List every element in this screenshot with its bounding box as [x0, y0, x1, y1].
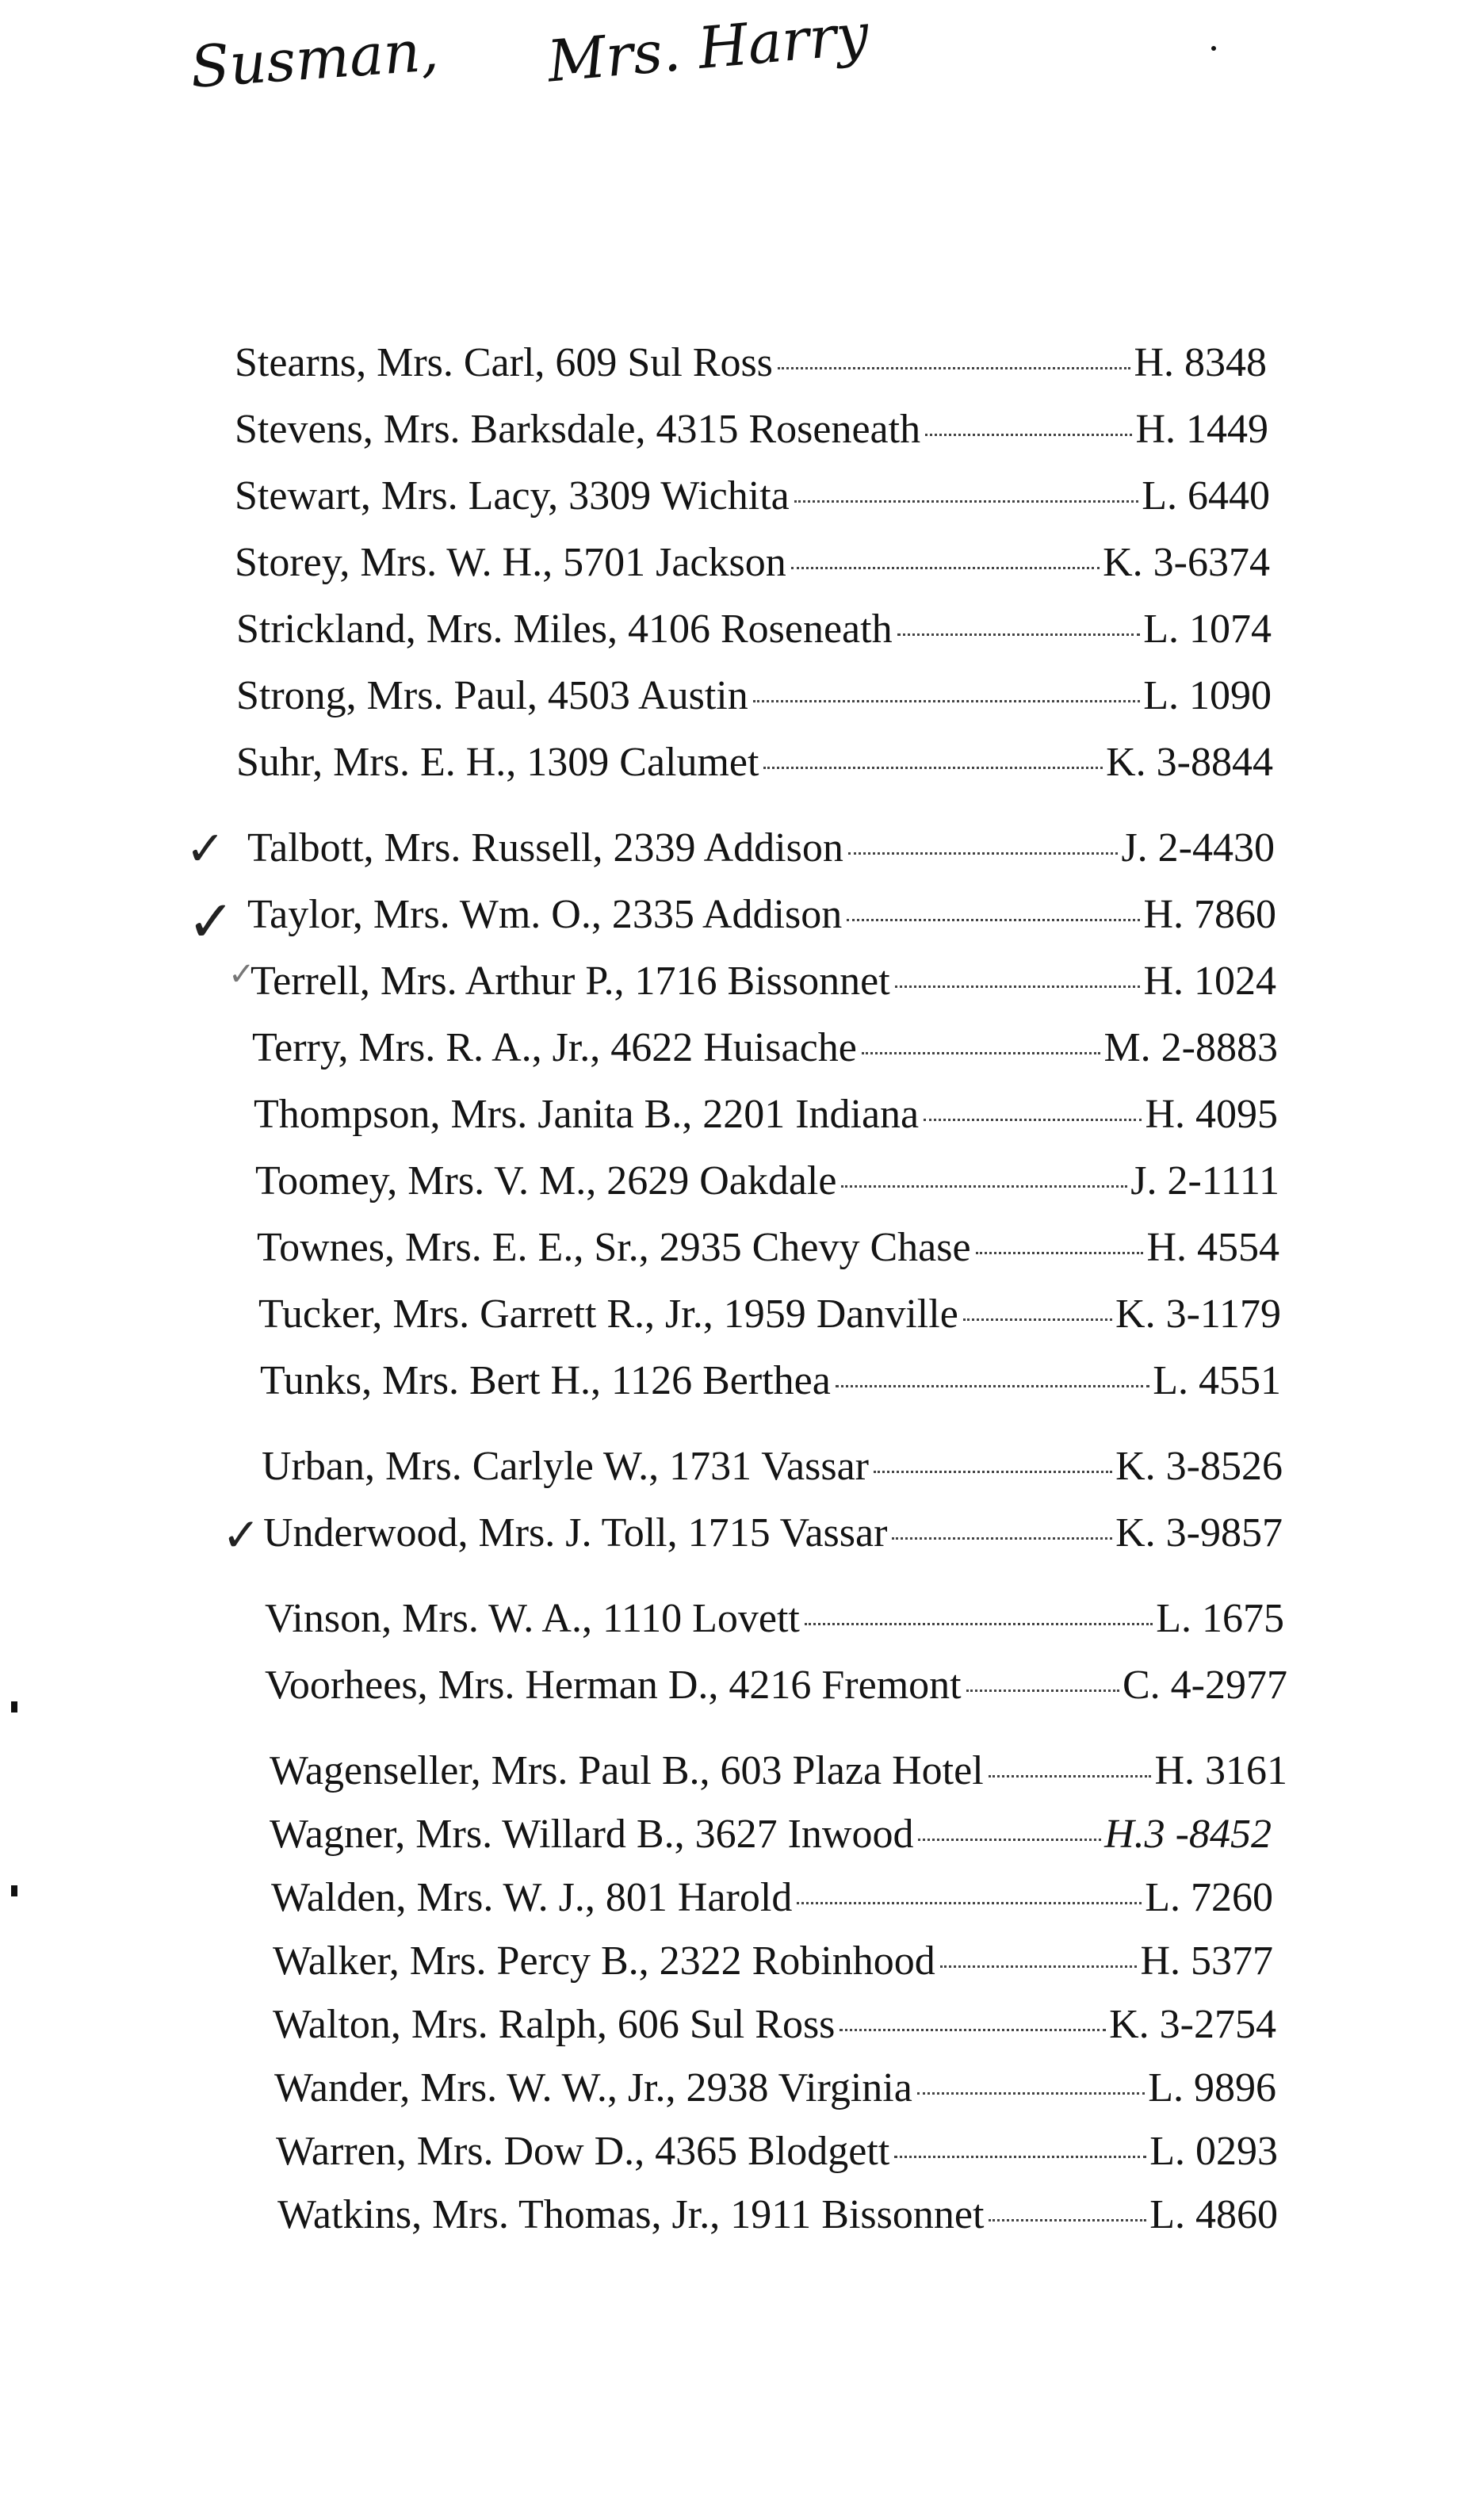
entry-name: Stevens, Mrs. Barksdale, 4315 Roseneath — [235, 407, 921, 452]
entry-name: Strickland, Mrs. Miles, 4106 Roseneath — [236, 607, 893, 652]
entry-name: Taylor, Mrs. Wm. O., 2335 Addison — [247, 892, 843, 937]
entry-name: Terrell, Mrs. Arthur P., 1716 Bissonnet — [251, 959, 890, 1004]
list-item — [251, 958, 1276, 1005]
list-item — [254, 1091, 1278, 1138]
entry-name: Voorhees, Mrs. Herman D., 4216 Fremont — [265, 1663, 962, 1708]
entry-name: Tucker, Mrs. Garrett R., Jr., 1959 Danville — [258, 1292, 958, 1337]
entry-phone: L. 1090 — [1143, 673, 1272, 718]
dot-leader — [794, 500, 1138, 503]
list-item — [262, 1443, 1283, 1490]
entry-name: Underwood, Mrs. J. Toll, 1715 Vassar — [263, 1510, 888, 1556]
list-item — [235, 339, 1267, 386]
dot-leader — [917, 2092, 1145, 2095]
list-item — [247, 891, 1276, 938]
entry-name: Terry, Mrs. R. A., Jr., 4622 Huisache — [252, 1025, 857, 1070]
entry-phone: J. 2-4430 — [1121, 825, 1275, 871]
dot-leader — [874, 1471, 1112, 1473]
dot-leader — [897, 633, 1141, 636]
dot-leader — [989, 1775, 1152, 1778]
list-item — [236, 672, 1272, 719]
dot-leader — [840, 2029, 1106, 2031]
entry-phone: L. 0293 — [1149, 2129, 1278, 2174]
dot-leader — [966, 1690, 1119, 1692]
entry-name: Watkins, Mrs. Thomas, Jr., 1911 Bissonnet — [277, 2192, 985, 2237]
entry-name: Suhr, Mrs. E. H., 1309 Calumet — [236, 740, 759, 785]
dot-leader — [791, 567, 1100, 569]
entry-name: Stewart, Mrs. Lacy, 3309 Wichita — [235, 473, 790, 519]
list-item — [258, 1291, 1281, 1337]
dot-leader — [940, 1965, 1138, 1968]
entry-name: Walden, Mrs. W. J., 801 Harold — [271, 1875, 793, 1920]
entry-phone: L. 6440 — [1142, 473, 1270, 519]
checkmark-icon: ✓ — [228, 956, 255, 993]
dot-leader — [963, 1318, 1112, 1321]
entry-phone: L. 1675 — [1156, 1596, 1284, 1641]
dot-leader — [847, 919, 1140, 921]
list-item — [265, 1595, 1284, 1642]
entry-name: Vinson, Mrs. W. A., 1110 Lovett — [265, 1596, 800, 1641]
list-item — [277, 2191, 1278, 2238]
entry-name: Talbott, Mrs. Russell, 2339 Addison — [247, 825, 843, 871]
entry-name: Urban, Mrs. Carlyle W., 1731 Vassar — [262, 1444, 869, 1489]
list-item — [236, 606, 1272, 652]
dot-leader — [862, 1052, 1101, 1054]
entry-name: Wander, Mrs. W. W., Jr., 2938 Virginia — [274, 2065, 912, 2110]
dot-leader — [763, 767, 1103, 769]
dot-leader — [924, 1119, 1142, 1121]
dot-leader — [805, 1623, 1153, 1625]
entry-phone: H. 5377 — [1140, 1938, 1273, 1984]
list-item — [235, 473, 1270, 519]
list-item — [252, 1024, 1278, 1071]
entry-name: Toomey, Mrs. V. M., 2629 Oakdale — [255, 1158, 837, 1204]
list-item — [257, 1224, 1279, 1271]
entry-name: Tunks, Mrs. Bert H., 1126 Berthea — [260, 1358, 831, 1403]
entry-name: Walton, Mrs. Ralph, 606 Sul Ross — [273, 2002, 836, 2047]
dot-leader — [894, 2156, 1146, 2158]
list-item — [274, 2065, 1276, 2111]
entry-phone: H. 4554 — [1146, 1225, 1279, 1270]
entry-phone: K. 3-1179 — [1115, 1292, 1281, 1337]
entry-phone: H.3 -8452 — [1104, 1812, 1272, 1857]
list-item — [263, 1510, 1283, 1556]
ink-speck — [1211, 46, 1216, 51]
entry-name: Stearns, Mrs. Carl, 609 Sul Ross — [235, 340, 773, 385]
list-item — [235, 406, 1268, 453]
entry-phone: H. 4095 — [1145, 1092, 1278, 1137]
dot-leader — [836, 1385, 1149, 1387]
entry-phone: L. 4860 — [1149, 2192, 1278, 2237]
margin-mark — [11, 1701, 17, 1712]
entry-phone: L. 9896 — [1148, 2065, 1276, 2110]
list-item — [270, 1811, 1272, 1858]
dot-leader — [892, 1537, 1112, 1540]
dot-leader — [925, 434, 1132, 436]
dot-leader — [895, 985, 1141, 988]
dot-leader — [976, 1252, 1144, 1254]
entry-name: Thompson, Mrs. Janita B., 2201 Indiana — [254, 1092, 920, 1137]
list-item — [273, 1938, 1273, 1984]
list-item — [265, 1662, 1287, 1709]
dot-leader — [797, 1902, 1142, 1904]
list-item — [236, 739, 1273, 786]
entry-name: Townes, Mrs. E. E., Sr., 2935 Chevy Chase — [257, 1225, 971, 1270]
entry-name: Storey, Mrs. W. H., 5701 Jackson — [235, 540, 786, 585]
list-item — [260, 1357, 1281, 1404]
dot-leader — [989, 2219, 1146, 2221]
list-item — [270, 1747, 1287, 1794]
entry-phone: H. 1024 — [1143, 959, 1276, 1004]
list-item — [255, 1158, 1279, 1204]
entry-phone: K. 3-8526 — [1115, 1444, 1283, 1489]
checkmark-icon: ✓ — [187, 888, 235, 955]
list-item — [271, 1874, 1273, 1921]
entry-name: Strong, Mrs. Paul, 4503 Austin — [236, 673, 748, 718]
handwritten-title: Mrs. Harry — [545, 0, 871, 95]
dot-leader — [841, 1185, 1127, 1188]
entry-phone: K. 3-6374 — [1103, 540, 1270, 585]
entry-phone: L. 7260 — [1145, 1875, 1273, 1920]
entry-phone: H. 7860 — [1143, 892, 1276, 937]
entry-phone: K. 3-2754 — [1109, 2002, 1276, 2047]
entry-name: Wagenseller, Mrs. Paul B., 603 Plaza Hotel — [270, 1748, 984, 1793]
entry-phone: H. 8348 — [1134, 340, 1267, 385]
list-item — [276, 2128, 1278, 2175]
checkmark-icon: ✓ — [186, 821, 226, 877]
dot-leader — [918, 1839, 1101, 1841]
entry-phone: L. 1074 — [1143, 607, 1272, 652]
dot-leader — [778, 367, 1131, 369]
entry-phone: K. 3-8844 — [1106, 740, 1273, 785]
dot-leader — [848, 852, 1119, 855]
entry-phone: K. 3-9857 — [1115, 1510, 1283, 1556]
entry-name: Wagner, Mrs. Willard B., 3627 Inwood — [270, 1812, 914, 1857]
entry-phone: M. 2-8883 — [1103, 1025, 1278, 1070]
entry-phone: L. 4551 — [1153, 1358, 1281, 1403]
dot-leader — [753, 700, 1141, 702]
entry-phone: J. 2-1111 — [1130, 1158, 1279, 1204]
handwritten-surname: Susman, — [188, 17, 441, 101]
entry-phone: C. 4-2977 — [1123, 1663, 1287, 1708]
list-item — [247, 825, 1275, 871]
entry-phone: H. 3161 — [1154, 1748, 1287, 1793]
list-item — [235, 539, 1270, 586]
list-item — [273, 2001, 1276, 2048]
entry-name: Warren, Mrs. Dow D., 4365 Blodgett — [276, 2129, 890, 2174]
entry-name: Walker, Mrs. Percy B., 2322 Robinhood — [273, 1938, 935, 1984]
margin-mark — [11, 1885, 17, 1896]
checkmark-icon: ✓ — [222, 1508, 261, 1562]
entry-phone: H. 1449 — [1135, 407, 1268, 452]
